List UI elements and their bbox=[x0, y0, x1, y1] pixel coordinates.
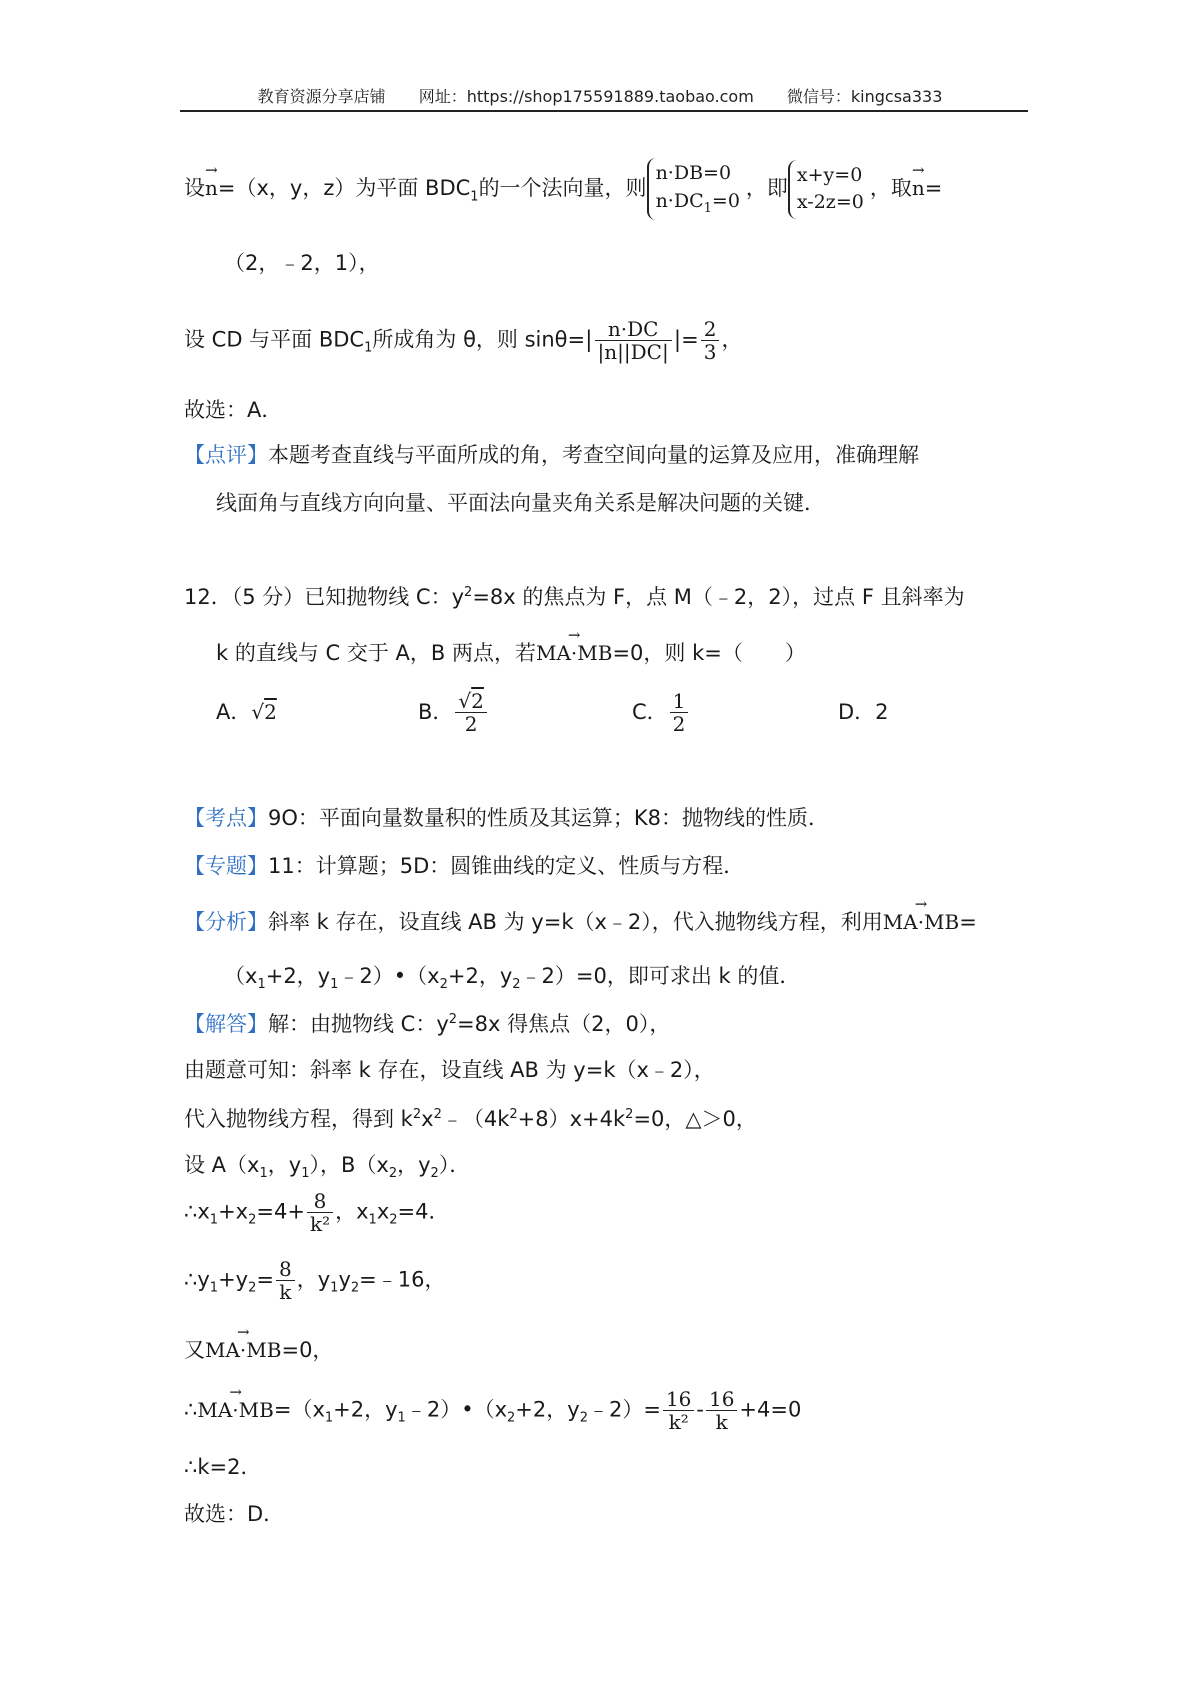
fraction-16-over-k2: $\frac{16}{\text{k²}}$ bbox=[663, 1388, 694, 1433]
fraction-root2-over-2: $\frac{√2}{2}$ bbox=[455, 690, 486, 735]
q12-line-2: 由题意可知：斜率 k 存在，设直线 AB 为 y=k（x﹣2）， bbox=[184, 1058, 715, 1082]
q12-line-3: 代入抛物线方程，得到 $k^2x^2﹣(4k^2+8)x+4k^2=0$，△＞0， bbox=[184, 1107, 757, 1131]
q12-line-7: 又→ MA·MB=0， bbox=[184, 1340, 333, 1361]
fraction-sin: $\frac{n\cdot DC}{|n||DC|}$ bbox=[595, 318, 672, 363]
option-c: C． $\frac{1}{2}$ bbox=[632, 690, 690, 735]
fraction-16-over-k: $\frac{16}{k}$ bbox=[706, 1388, 737, 1433]
fraction-8-over-k2: $\frac{8}{\text{k²}}$ bbox=[307, 1190, 333, 1235]
fraction-one-half: $\frac{1}{2}$ bbox=[670, 690, 689, 735]
q12-line-5: $\therefore x_1+x_2=4+$ $\frac{8}{\text{k²}}$ ，$x_1x_2=4$． bbox=[184, 1189, 450, 1236]
shop-name: 教育资源分享店铺 bbox=[257, 87, 386, 106]
system-equations: x+y=0 x-2z=0 bbox=[788, 160, 870, 219]
fraction-two-thirds: $\frac{2}{3}$ bbox=[701, 318, 720, 363]
q12-stem-2: k 的直线与 C 交于 A，B 两点，若→ MA·MB=0，则 k=（ ） bbox=[216, 643, 806, 664]
q12-jieda-1: 【解答】解：由抛物线 C：$y^2=8x$ 得焦点（2，0）， bbox=[184, 1012, 671, 1036]
q12-line-4: 设 $A(x_1$，$y_1$），$B(x_2$，$y_2$）． bbox=[184, 1153, 471, 1182]
page-header bbox=[0, 84, 1200, 107]
option-d: D．2 bbox=[838, 700, 889, 724]
q12-answer: 故选：D． bbox=[184, 1502, 285, 1526]
q12-fenxi-2: （$x_1+2$，$y_1﹣2)•(x_2+2$，$y_2﹣2)=0$，即可求出 k 的值． bbox=[224, 964, 801, 993]
q12-kaodian: 【考点】9O：平面向量数量积的性质及其运算；K8：抛物线的性质． bbox=[184, 806, 830, 830]
system-dot-products: n·DB=0 $n\cdot DC_1=0$ bbox=[647, 158, 746, 220]
sol11-review-2: 线面角与直线方向向量、平面法向量夹角关系是解决问题的关键． bbox=[216, 491, 825, 515]
sol11-normal-value: （2，﹣2，1）， bbox=[224, 251, 380, 275]
shop-url: 网址：https://shop175591889.taobao.com bbox=[418, 87, 754, 106]
q12-line-6: $\therefore y_1+y_2=$ $\frac{8}{k}$ ，$y_1y_2=﹣16$， bbox=[184, 1257, 446, 1304]
fraction-8-over-k: $\frac{8}{k}$ bbox=[276, 1258, 295, 1303]
sol11-line-normal-vector: 设→ n=（x，y，z）为平面 $BDC_1$的一个法向量，则n·DB=0 $n\cdot DC_1=0$，即x+y=0 x-2z=0，取→ n= bbox=[184, 158, 942, 220]
sol11-answer: 故选：A． bbox=[184, 398, 283, 422]
sol11-review-1: 【点评】本题考查直线与平面所成的角，考查空间向量的运算及应用，准确理解 bbox=[184, 443, 919, 467]
q12-line-9: ∴k=2． bbox=[184, 1455, 262, 1479]
header-rule bbox=[180, 110, 1028, 112]
q12-fenxi-1: 【分析】斜率 k 存在，设直线 AB 为 y=k（x﹣2），代入抛物线方程，利用→ MA·MB= bbox=[184, 912, 977, 933]
q12-zhuanti: 【专题】11：计算题；5D：圆锥曲线的定义、性质与方程． bbox=[184, 854, 745, 878]
wechat-id: 微信号：kingcsa333 bbox=[786, 87, 943, 106]
q12-stem-1: 12．（5 分）已知抛物线 C：$y^2=8x$ 的焦点为 F，点 M（﹣2，2），过点 F 且斜率为 bbox=[184, 585, 965, 609]
sol11-sin-theta: 设 CD 与平面 $BDC_1$所成角为 θ，则 sinθ=| $\frac{n\cdot DC}{|n||DC|}$ |= $\frac{2}{3}$ ， bbox=[184, 317, 743, 364]
option-b: B． $\frac{√2}{2}$ bbox=[418, 690, 489, 735]
option-a: A．√2 bbox=[216, 700, 277, 724]
review-tag: 【点评】 bbox=[184, 443, 268, 467]
q12-line-8: ∴→ $MA\cdot MB=(x_1+2$，$y_1﹣2)•(x_2+2$，$y_2﹣2)=$ $\frac{16}{\text{k²}}$ - $\frac{16}{k}$ +4=0 bbox=[184, 1388, 801, 1433]
